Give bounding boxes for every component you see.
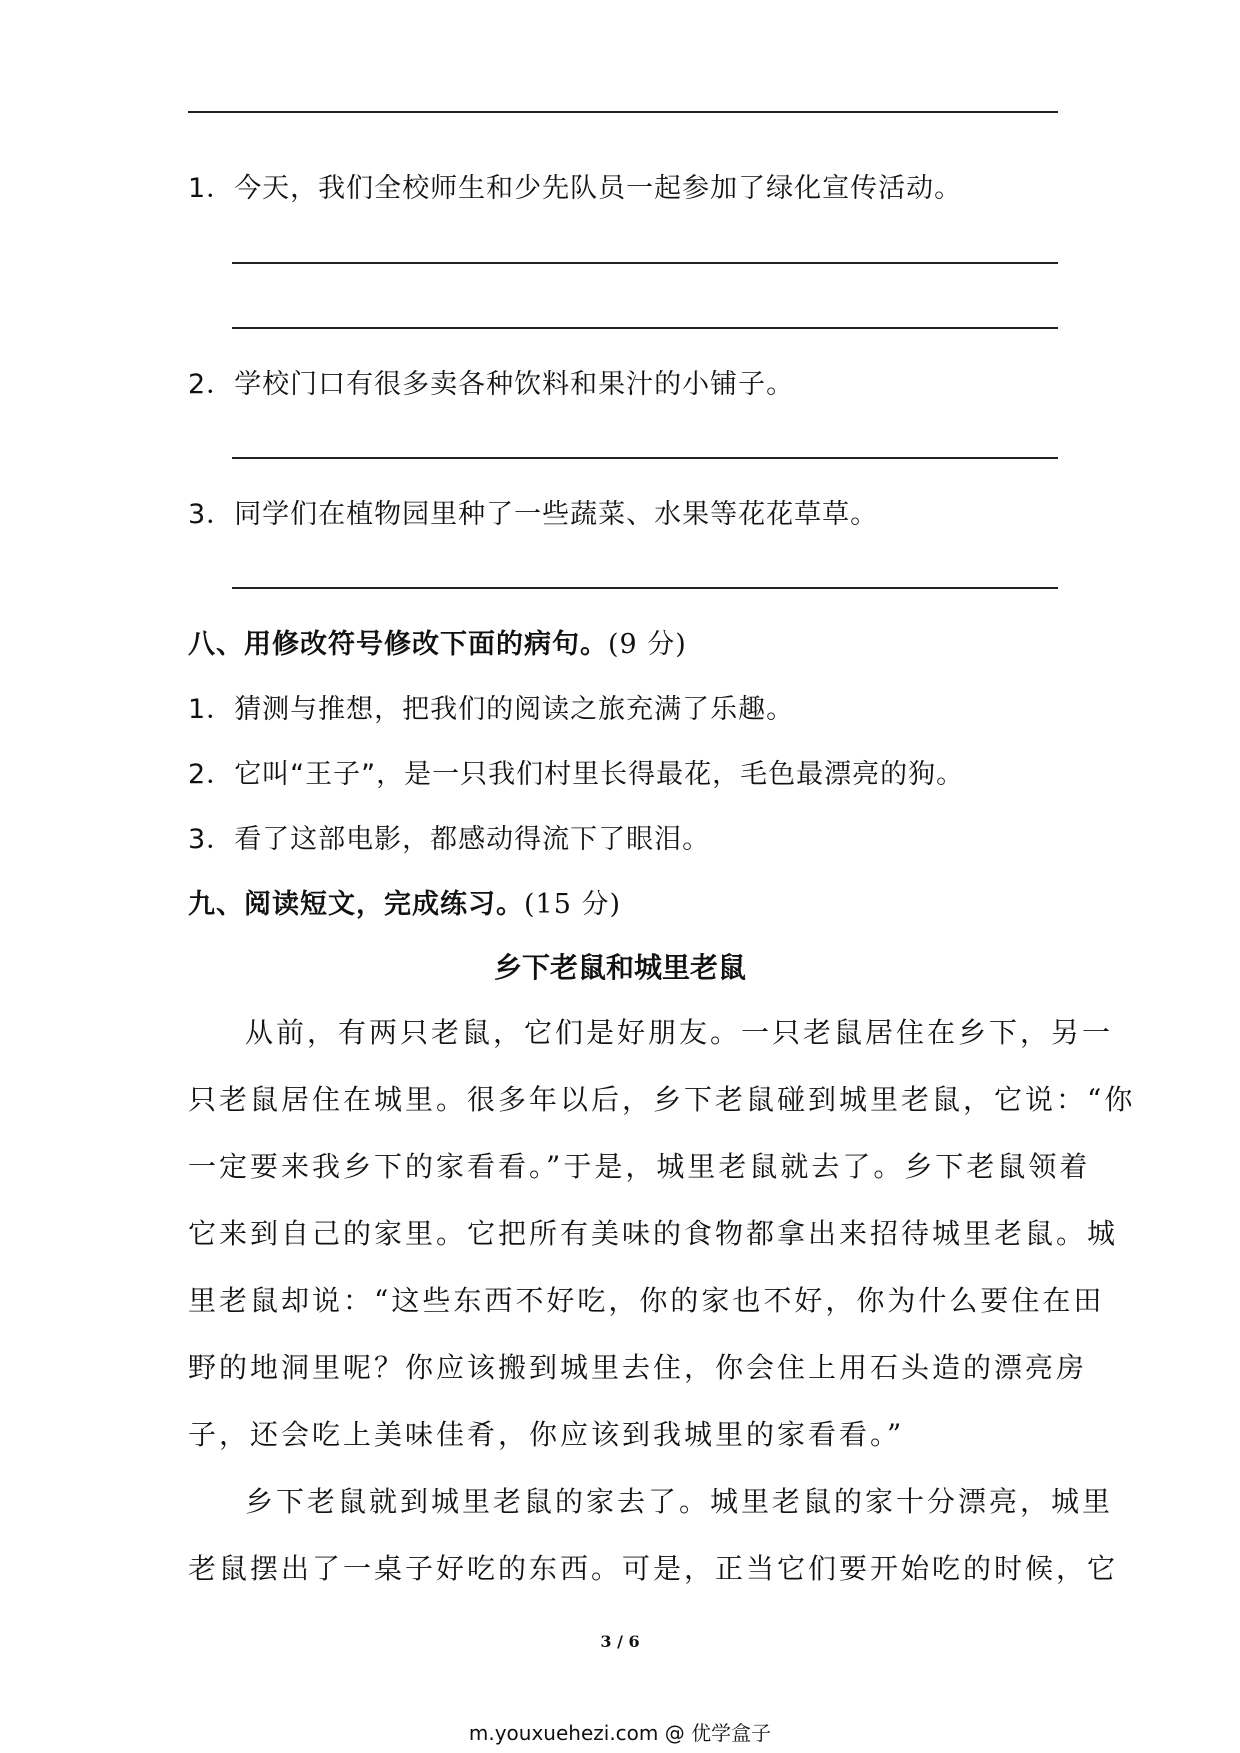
item-text: 同学们在植物园里种了一些蔬菜、水果等花花草草。	[234, 499, 879, 530]
answer-line[interactable]	[232, 262, 1058, 264]
section-heading-text: 九、阅读短文，完成练习。	[188, 889, 524, 920]
item-text: 今天，我们全校师生和少先队员一起参加了绿化宣传活动。	[234, 173, 963, 204]
item-text: 猜测与推想，把我们的阅读之旅充满了乐趣。	[234, 694, 795, 725]
story-line: 子，还会吃上美味佳肴，你应该到我城里的家看看。”	[188, 1418, 905, 1451]
rewrite-item-3	[188, 492, 878, 531]
correction-item-2	[188, 752, 964, 791]
answer-line[interactable]	[232, 587, 1058, 589]
story-line: 它来到自己的家里。它把所有美味的食物都拿出来招待城里老鼠。城	[188, 1217, 1119, 1250]
story-title: 乡下老鼠和城里老鼠	[493, 951, 746, 984]
rewrite-item-2	[188, 362, 794, 401]
answer-line[interactable]	[232, 457, 1058, 459]
item-number: 3．	[188, 499, 235, 530]
story-line: 一定要来我乡下的家看看。”于是，城里老鼠就去了。乡下老鼠领着	[188, 1150, 1091, 1183]
story-line: 野的地洞里呢？你应该搬到城里去住，你会住上用石头造的漂亮房	[188, 1351, 1088, 1384]
item-text: 它叫“王子”，是一只我们村里长得最花，毛色最漂亮的狗。	[234, 759, 965, 790]
section-9-heading	[188, 882, 621, 921]
page-number: 3 / 6	[600, 1632, 640, 1651]
correction-item-3	[188, 817, 710, 856]
item-number: 1．	[188, 694, 235, 725]
item-number: 3．	[188, 824, 235, 855]
item-text: 看了这部电影，都感动得流下了眼泪。	[234, 824, 711, 855]
footer-watermark[interactable]: m.youxuehezi.com @ 优学盒子	[468, 1721, 772, 1745]
item-number: 2．	[188, 369, 235, 400]
section-8-heading	[188, 622, 687, 661]
section-score: (15 分)	[524, 889, 622, 920]
story-line: 里老鼠却说：“这些东西不好吃，你的家也不好，你为什么要住在田	[188, 1284, 1105, 1317]
story-line: 从前，有两只老鼠，它们是好朋友。一只老鼠居住在乡下，另一	[245, 1016, 1114, 1049]
item-number: 2．	[188, 759, 235, 790]
section-heading-text: 八、用修改符号修改下面的病句。	[188, 629, 608, 660]
section-score: (9 分)	[608, 629, 687, 660]
item-number: 1．	[188, 173, 235, 204]
correction-item-1	[188, 687, 794, 726]
story-line: 只老鼠居住在城里。很多年以后，乡下老鼠碰到城里老鼠，它说：“你	[188, 1083, 1136, 1116]
answer-line[interactable]	[232, 327, 1058, 329]
item-text: 学校门口有很多卖各种饮料和果汁的小铺子。	[234, 369, 795, 400]
story-line: 乡下老鼠就到城里老鼠的家去了。城里老鼠的家十分漂亮，城里	[245, 1485, 1114, 1518]
top-rule	[188, 111, 1058, 113]
story-line: 老鼠摆出了一桌子好吃的东西。可是，正当它们要开始吃的时候，它	[188, 1552, 1119, 1585]
rewrite-item-1	[188, 166, 962, 205]
